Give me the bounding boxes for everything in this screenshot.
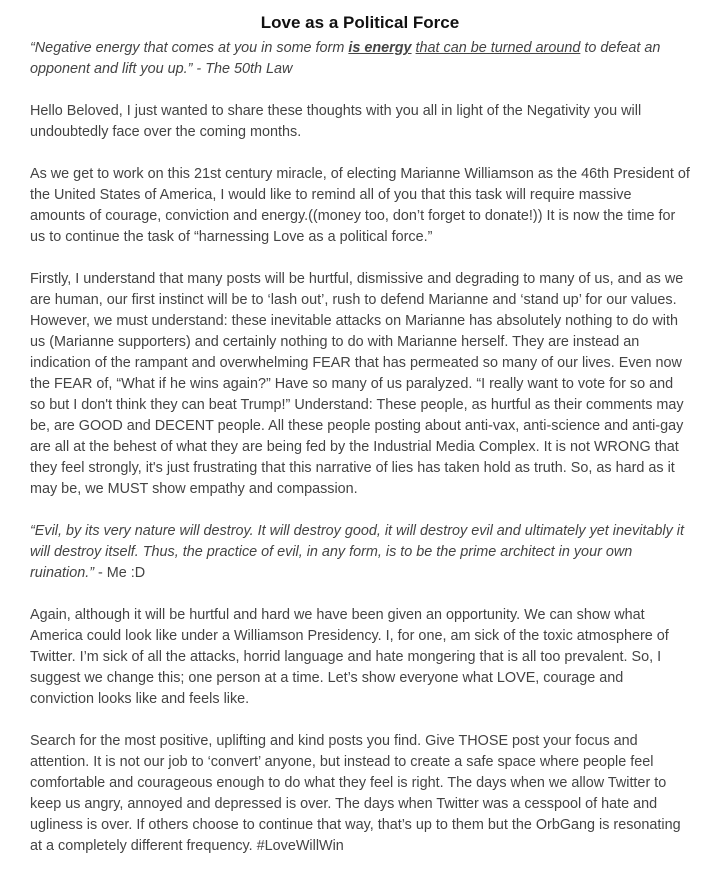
spacer (30, 710, 690, 731)
paragraph-search: Search for the most positive, uplifting and kind posts you find. Give THOSE post your focus and attention. It is not our job to ‘convert’ anyone, but instead to create a safe space where people feel comfortable and courageous enough to do what they feel is right. The days when we allow Twitter to keep us angry, annoyed and depressed is over. The days when Twitter was a cesspool of hate and ugliness is over. If others choose to continue that way, that’s up to them but the OrbGang is resonating at a completely different frequency. #LoveWillWin (30, 733, 681, 854)
paragraph-intro: As we get to work on this 21st century miracle, of electing Marianne Williamson as the 46th President of the United States of America, I would like to remind all of you that this task will require massive amounts of courage, conviction and energy.((money too, don’t forget to donate!)) It is now the time for us to continue the task of “harnessing Love as a political force.” (30, 166, 690, 245)
epigraph-text-end: to defeat an opponent and lift you up.” (30, 40, 661, 77)
spacer (30, 143, 690, 164)
document-title: Love as a Political Force (260, 13, 460, 32)
paragraph-again: Again, although it will be hurtful and hard we have been given an opportunity. We can show what America could look like under a Williamson Presidency. I, for one, am sick of the toxic atmosphere of Twitter. I’m sick of all the attacks, horrid language and hate mongering that is all too prevalent. So, I suggest we change this; one person at a time. Let’s show everyone what LOVE, courage and conviction looks like and feels like. (30, 607, 669, 707)
quote-block (30, 521, 690, 584)
spacer (30, 500, 690, 521)
epigraph (30, 38, 690, 80)
epigraph-underlined: that can be turned around (415, 40, 581, 56)
epigraph-text: “Negative energy that comes at you in some form (30, 40, 349, 56)
epigraph-attribution: - The 50th Law (192, 61, 293, 77)
paragraph-greeting: Hello Beloved, I just wanted to share these thoughts with you all in light of the Negativity you will undoubtedly face over the coming months. (30, 103, 642, 140)
spacer (30, 584, 690, 605)
quote-attribution: - Me :D (94, 565, 146, 581)
quote-text: “Evil, by its very nature will destroy. It will destroy good, it will destroy evil and ultimately yet inevitably it will destroy itself. Thus, the practice of evil, in any form, is to be the prime architect in your own ruination.” (30, 523, 684, 581)
paragraph-firstly: Firstly, I understand that many posts will be hurtful, dismissive and degrading to many of us, and as we are human, our first instinct will be to ‘lash out’, rush to defend Marianne and ‘stand up’ for our values. However, we must understand: these inevitable attacks on Marianne has absolutely nothing to do with us (Marianne supporters) and certainly nothing to do with Marianne herself. They are instead an indication of the rampant and overwhelming FEAR that has permeated so many of our lives. Even now the FEAR of, “What if he wins again?” Have so many of us paralyzed. “I really want to vote for so and so but I don't think they can beat Trump!” Understand: These people, as hurtful as their comments may be, are GOOD and DECENT people. All these people posting about anti-vax, anti-science and anti-gay are all at the behest of what they are being fed by the Industrial Media Complex. It is not WRONG that they feel strongly, it's just frustrating that this narrative of lies has taken hold as truth. So, as hard as it may be, we MUST show empathy and compassion. (30, 271, 684, 497)
epigraph-emphasis: is energy (348, 40, 412, 56)
spacer (30, 248, 690, 269)
